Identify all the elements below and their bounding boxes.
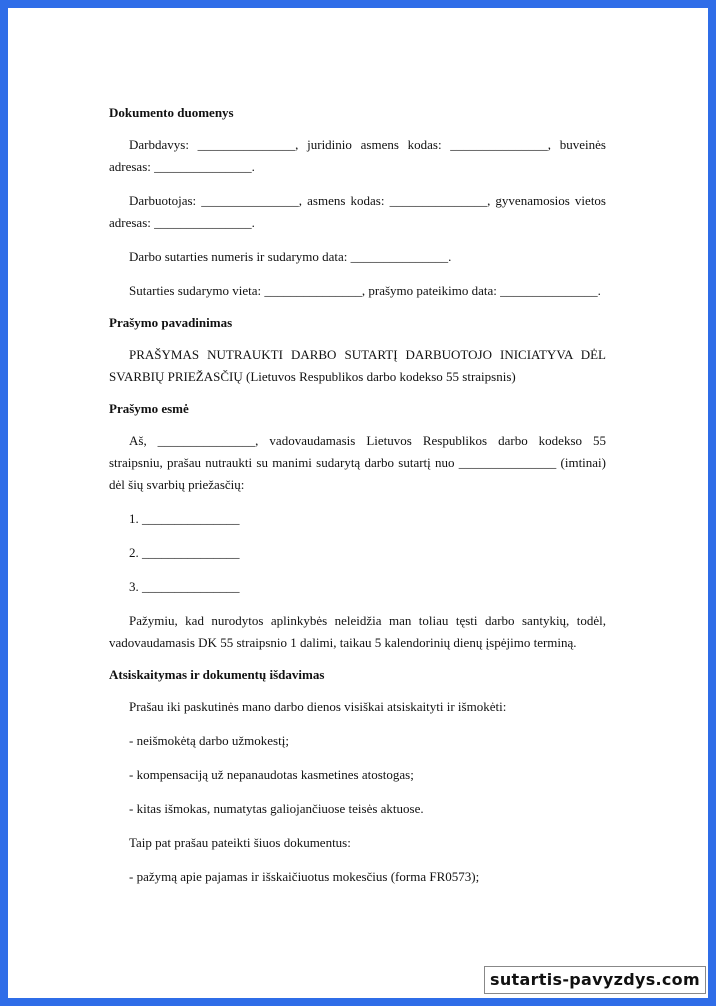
document-page <box>8 8 708 998</box>
notice-paragraph: Pažymiu, kad nurodytos aplinkybės neleidžia man toliau tęsti darbo santykių, todėl, vadovaudamasis DK 55 straipsnio 1 dalimi, taikau 5 kalendorinių dienų įspėjimo terminą. <box>109 613 606 650</box>
settlement-paragraph: Prašau iki paskutinės mano darbo dienos visiškai atsiskaityti ir išmokėti: <box>129 699 507 714</box>
settlement-item-compensation: - kompensaciją už nepanaudotas kasmetines atostogas; <box>129 767 414 782</box>
section-title-settlement: Atsiskaitymas ir dokumentų išdavimas <box>109 667 325 682</box>
settlement-item-other: - kitas išmokas, numatytas galiojančiuose teisės aktuose. <box>129 801 424 816</box>
section-title-request-essence: Prašymo esmė <box>109 401 189 416</box>
documents-paragraph: Taip pat prašau pateikti šiuos dokumentus: <box>129 835 351 850</box>
employee-paragraph: Darbuotojas: _______________, asmens kodas: _______________, gyvenamosios vietos adresas: _______________. <box>109 193 606 230</box>
request-name-paragraph: PRAŠYMAS NUTRAUKTI DARBO SUTARTĮ DARBUOTOJO INICIATYVA DĖL SVARBIŲ PRIEŽASČIŲ (Lietuvos Respublikos darbo kodekso 55 straipsnis) <box>109 347 606 384</box>
contract-place-paragraph: Sutarties sudarymo vieta: _______________, prašymo pateikimo data: _______________. <box>129 283 601 298</box>
contract-number-paragraph: Darbo sutarties numeris ir sudarymo data: _______________. <box>129 249 452 264</box>
reason-item-1: 1. _______________ <box>129 511 240 526</box>
request-essence-paragraph: Aš, _______________, vadovaudamasis Lietuvos Respublikos darbo kodekso 55 straipsniu, prašau nutraukti su manimi sudarytą darbo sutartį nuo _______________ (imtinai) dėl šių svarbių priežasčių: <box>109 433 606 492</box>
documents-item-income: - pažymą apie pajamas ir išskaičiuotus mokesčius (forma FR0573); <box>129 869 480 884</box>
employer-paragraph: Darbdavys: _______________, juridinio asmens kodas: _______________, buveinės adresas: _______________. <box>109 137 606 174</box>
document-content <box>109 104 606 900</box>
section-title-document-data: Dokumento duomenys <box>109 105 234 120</box>
settlement-item-wages: - neišmokėtą darbo užmokestį; <box>129 733 289 748</box>
reason-item-2: 2. _______________ <box>129 545 240 560</box>
reason-item-3: 3. _______________ <box>129 579 240 594</box>
section-title-request-name: Prašymo pavadinimas <box>109 315 233 330</box>
watermark-label: sutartis-pavyzdys.com <box>484 966 706 994</box>
